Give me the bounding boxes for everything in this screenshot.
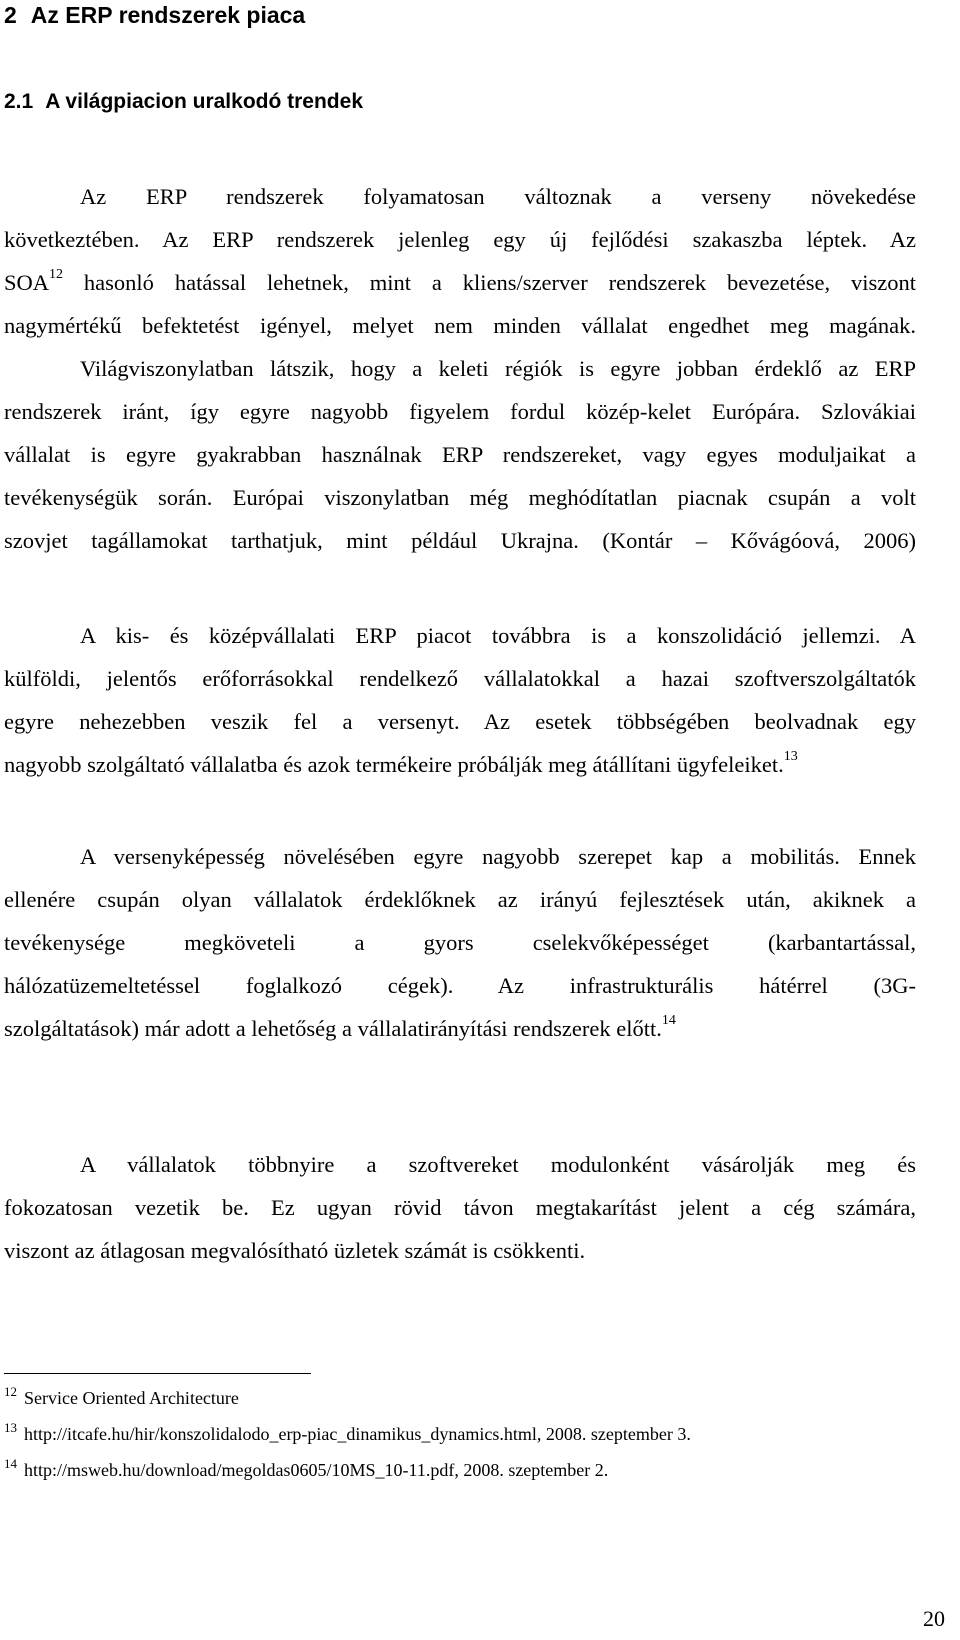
footnote-ref-12[interactable]: 12 — [49, 267, 64, 282]
page-number: 20 — [923, 1606, 945, 1631]
paragraph-line: tevékenysége megköveteli a gyors cselekvőképességet (karbantartással, — [4, 930, 916, 955]
paragraph-line — [4, 1007, 916, 1050]
paragraph-line — [4, 743, 916, 786]
footnote-text: Service Oriented Architecture — [24, 1388, 239, 1408]
chapter-number: 2 — [4, 2, 17, 28]
footnote-14: 14 http://msweb.hu/download/megoldas0605/10MS_10-11.pdf, 2008. szeptember 2. — [4, 1456, 609, 1480]
paragraph-line: szovjet tagállamokat tarthatjuk, mint például Ukrajna. (Kontár – Kővágóová, 2006) — [4, 528, 916, 553]
paragraph-line: A vállalatok többnyire a szoftvereket modulonként vásárolják meg és — [80, 1152, 916, 1177]
paragraph-line: fokozatosan vezetik be. Ez ugyan rövid távon megtakarítást jelent a cég számára, — [4, 1195, 916, 1220]
paragraph-3 — [4, 835, 916, 1050]
footnote-13: 13 http://itcafe.hu/hir/konszolidalodo_erp-piac_dinamikus_dynamics.html, 2008. szeptember 3. — [4, 1420, 691, 1444]
paragraph-line: vállalat is egyre gyakrabban használnak ERP rendszereket, vagy egyes moduljaikat a — [4, 442, 916, 467]
paragraph-line: következtében. Az ERP rendszerek jelenleg egy új fejlődési szakaszba léptek. Az — [4, 227, 916, 252]
line-text: nagyobb szolgáltató vállalatba és azok termékeire próbálják meg átállítani ügyfeleiket. — [4, 752, 784, 777]
paragraph-line: egyre nehezebben veszik fel a versenyt. Az esetek többségében beolvadnak egy — [4, 709, 916, 734]
section-title: A világpiacion uralkodó trendek — [45, 90, 363, 113]
footnote-12: 12 Service Oriented Architecture — [4, 1384, 239, 1408]
paragraph-line: nagymértékű befektetést igényel, melyet nem minden vállalat engedhet meg magának. — [4, 313, 916, 338]
paragraph-4 — [4, 1143, 916, 1272]
paragraph-line: hálózatüzemeltetéssel foglalkozó cégek). Az infrastrukturális hátérrel (3G- — [4, 973, 916, 998]
paragraph-line: Az ERP rendszerek folyamatosan változnak a verseny növekedése — [80, 184, 916, 209]
line-text: szolgáltatások) már adott a lehetőség a vállalatirányítási rendszerek előtt. — [4, 1016, 662, 1041]
footnote-ref-14[interactable]: 14 — [661, 1013, 676, 1028]
paragraph-line: tevékenységük során. Európai viszonylatban még meghódítatlan piacnak csupán a volt — [4, 485, 916, 510]
footnote-ref-13[interactable]: 13 — [783, 749, 798, 764]
paragraph-line: külföldi, jelentős erőforrásokkal rendelkező vállalatokkal a hazai szoftverszolgáltatók — [4, 666, 916, 691]
paragraph-line: rendszerek iránt, így egyre nagyobb figyelem fordul közép-kelet Európára. Szlovákiai — [4, 399, 916, 424]
section-number: 2.1 — [4, 90, 34, 113]
footnote-link[interactable]: http://msweb.hu/download/megoldas0605/10MS_10-11.pdf, 2008. szeptember 2. — [24, 1460, 609, 1480]
line-text: SOA — [4, 270, 50, 295]
footnotes — [4, 1384, 924, 1492]
chapter-heading — [4, 0, 305, 30]
footnote-separator — [4, 1373, 311, 1374]
paragraph-line: Világviszonylatban látszik, hogy a keleti régiók is egyre jobban érdeklő az ERP — [80, 356, 916, 381]
paragraph-2 — [4, 614, 916, 786]
paragraph-line: A versenyképesség növelésében egyre nagyobb szerepet kap a mobilitás. Ennek — [80, 844, 916, 869]
section-heading — [4, 88, 363, 116]
line-text: hasonló hatással lehetnek, mint a kliens/szerver rendszerek bevezetése, viszont — [63, 270, 916, 295]
paragraph-line: viszont az átlagosan megvalósítható üzletek számát is csökkenti. — [4, 1238, 586, 1263]
footnote-link[interactable]: http://itcafe.hu/hir/konszolidalodo_erp-piac_dinamikus_dynamics.html, 2008. szeptember 3. — [24, 1424, 691, 1444]
paragraph-1 — [4, 175, 916, 562]
paragraph-line — [4, 261, 916, 304]
paragraph-line: A kis- és középvállalati ERP piacot továbbra is a konszolidáció jellemzi. A — [80, 623, 916, 648]
paragraph-line: ellenére csupán olyan vállalatok érdeklőknek az irányú fejlesztések után, akiknek a — [4, 887, 916, 912]
chapter-title: Az ERP rendszerek piaca — [30, 2, 306, 28]
